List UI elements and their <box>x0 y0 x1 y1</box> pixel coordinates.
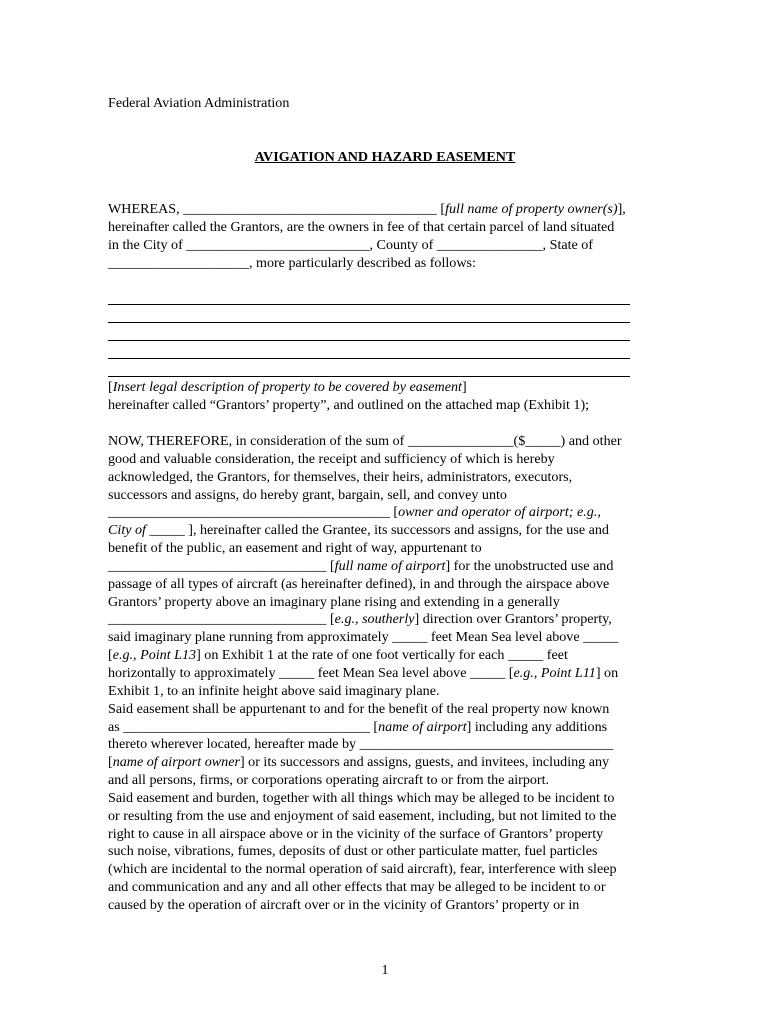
now-line-11: _______________________________ [e.g., southerly] direction over Grantors’ property, <box>108 611 612 628</box>
whereas-line-3: in the City of __________________________, County of _______________, State of <box>108 236 594 253</box>
owner-name-hint: full name of property owner(s) <box>445 201 618 217</box>
blank-line <box>108 341 630 359</box>
now-line-6: City of _____ ], hereinafter called the Grantee, its successors and assigns, for the use and <box>108 522 609 539</box>
now-line-22: or resulting from the use and enjoyment of said easement, including, but not limited to the <box>108 807 617 824</box>
agency-name: Federal Aviation Administration <box>108 95 290 111</box>
now-line-27: caused by the operation of aircraft over or in the vicinity of Grantors’ property or in <box>108 896 580 913</box>
now-line-1: NOW, THEREFORE, in consideration of the sum of _______________($_____) and other <box>108 433 622 449</box>
blank-line <box>108 287 630 305</box>
now-line-8: _______________________________ [full name of airport] for the unobstructed use and <box>108 557 614 574</box>
now-line-3: acknowledged, the Grantors, for themselves, their heirs, administrators, executors, <box>108 468 573 485</box>
now-line-20: and all persons, firms, or corporations operating aircraft to or from the airport. <box>108 772 550 789</box>
whereas-line-4: ____________________, more particularly described as follows: <box>108 254 476 271</box>
legal-description-blank-lines <box>108 287 630 377</box>
now-therefore-paragraph <box>108 433 668 915</box>
now-line-14: horizontally to approximately _____ feet Mean Sea level above _____ [e.g., Point L11] on <box>108 664 619 681</box>
document-title: AVIGATION AND HAZARD EASEMENT <box>254 149 516 165</box>
now-line-26: and communication and any and all other effects that may be alleged to be incident to or <box>108 879 606 896</box>
now-line-5: ________________________________________ [owner and operator of airport; e.g., <box>108 504 601 521</box>
now-line-18: thereto wherever located, hereafter made by ____________________________________ <box>108 736 614 753</box>
now-line-21: Said easement and burden, together with all things which may be alleged to be incident to <box>108 789 615 806</box>
whereas-line-2: hereinafter called the Grantors, are the owners in fee of that certain parcel of land situated <box>108 218 615 235</box>
now-line-7: benefit of the public, an easement and right of way, appurtenant to <box>108 540 482 557</box>
now-line-12: said imaginary plane running from approximately _____ feet Mean Sea level above _____ <box>108 629 619 646</box>
now-line-9: passage of all types of aircraft (as hereinafter defined), in and through the airspace above <box>108 575 610 592</box>
now-line-23: right to cause in all airspace above or in the vicinity of the surface of Grantors’ property <box>108 825 604 842</box>
page-number: 1 <box>381 962 389 978</box>
now-line-17: as ___________________________________ [name of airport] including any additions <box>108 718 608 735</box>
now-line-16: Said easement shall be appurtenant to and for the benefit of the real property now known <box>108 700 610 717</box>
legal-description-paragraph <box>108 379 668 415</box>
now-line-2: good and valuable consideration, the receipt and sufficiency of which is hereby <box>108 450 555 467</box>
blank-line <box>108 359 630 377</box>
whereas-line-1: WHEREAS, ____________________________________ [full name of property owner(s)], <box>108 201 626 217</box>
legal-description-hint: [Insert legal description of property to be covered by easement] <box>108 379 467 395</box>
now-line-10: Grantors’ property above an imaginary plane rising and extending in a generally <box>108 593 560 610</box>
now-line-25: (which are incidental to the normal operation of said aircraft), fear, interference with sleep <box>108 861 617 878</box>
now-line-19: [name of airport owner] or its successors and assigns, guests, and invitees, including any <box>108 754 610 771</box>
legal-description-line-2: hereinafter called “Grantors’ property”, and outlined on the attached map (Exhibit 1); <box>108 396 590 413</box>
whereas-paragraph <box>108 201 668 272</box>
blank-line <box>108 323 630 341</box>
blank-line <box>108 305 630 323</box>
now-line-13: [e.g., Point L13] on Exhibit 1 at the rate of one foot vertically for each _____ feet <box>108 647 568 664</box>
now-line-15: Exhibit 1, to an infinite height above said imaginary plane. <box>108 682 440 699</box>
now-line-24: such noise, vibrations, fumes, deposits of dust or other particulate matter, fuel particles <box>108 843 598 860</box>
now-line-4: successors and assigns, do hereby grant, bargain, sell, and convey unto <box>108 486 507 503</box>
